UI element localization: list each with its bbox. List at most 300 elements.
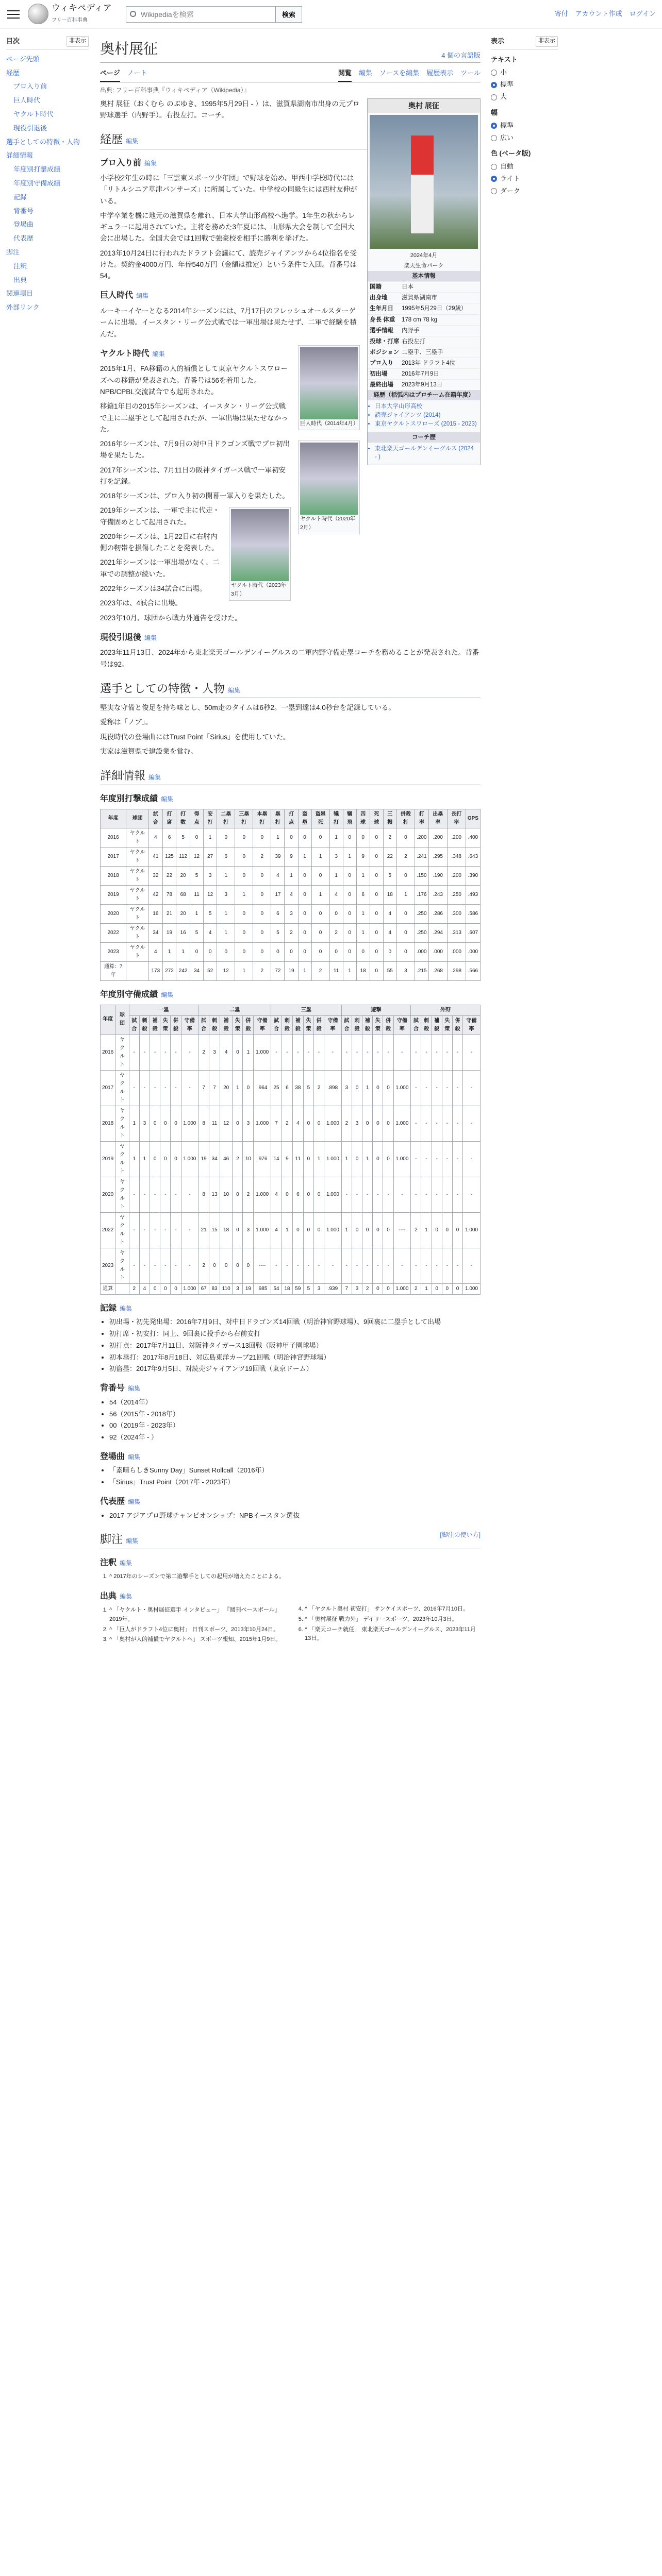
toc-item[interactable]: 出典 <box>13 276 27 284</box>
search-button[interactable]: 検索 <box>275 6 302 23</box>
edit-link[interactable]: 編集 <box>126 1537 139 1545</box>
search-input[interactable] <box>126 6 275 23</box>
toc-item[interactable]: 詳細情報 <box>6 151 34 160</box>
table-row <box>101 1212 481 1248</box>
table-cell: 0 <box>285 828 298 847</box>
table-cell: 39 <box>271 847 285 866</box>
table-cell: .566 <box>466 961 480 980</box>
table-cell: 1 <box>285 866 298 885</box>
table-cell: 21 <box>198 1212 209 1248</box>
table-cell: 1.000 <box>181 1141 198 1177</box>
table-cell: .200 <box>428 828 447 847</box>
table-cell: 1 <box>204 828 217 847</box>
table-cell: 5 <box>303 1070 313 1106</box>
table-cell: - <box>324 1248 342 1283</box>
table-cell: - <box>324 1035 342 1070</box>
table-group-header: 三塁 <box>271 1005 342 1015</box>
table-header: 失策 <box>160 1015 171 1035</box>
table-cell: 1 <box>235 961 253 980</box>
table-cell: 0 <box>313 1212 324 1248</box>
text-large-option[interactable]: 大 <box>491 92 558 103</box>
table-cell: 2 <box>198 1248 209 1283</box>
edit-link[interactable]: 編集 <box>161 795 174 803</box>
table-cell: 0 <box>370 828 383 847</box>
paragraph: 堅実な守備と俊足を持ち味とし、50m走のタイムは6秒2。一塁到達は4.0秒台を記録している。 <box>100 704 395 712</box>
toc-item[interactable]: 記録 <box>13 193 27 201</box>
table-cell: 0 <box>217 942 235 961</box>
table-header: 補殺 <box>362 1015 373 1035</box>
table-cell: .250 <box>415 904 428 923</box>
table-cell: 6 <box>217 847 235 866</box>
table-cell: 242 <box>176 961 190 980</box>
table-header: 球団 <box>115 1005 129 1035</box>
table-cell: 1 <box>311 885 329 904</box>
table-cell: 0 <box>311 942 329 961</box>
table-cell: - <box>463 1141 481 1177</box>
table-header: 守備率 <box>463 1015 481 1035</box>
table-header: 守備率 <box>254 1015 271 1035</box>
table-cell: - <box>442 1141 452 1177</box>
table-header: OPS <box>466 809 480 828</box>
table-cell: 0 <box>373 1283 383 1294</box>
table-header: 打数 <box>176 809 190 828</box>
edit-link[interactable]: 編集 <box>128 1498 141 1506</box>
tab-edit-source[interactable]: ソースを編集 <box>379 69 420 77</box>
table-header: 打点 <box>285 809 298 828</box>
table-cell: 0 <box>383 1212 393 1248</box>
table-cell: 0 <box>243 1070 254 1106</box>
table-header: 年度 <box>101 809 126 828</box>
table-cell: - <box>139 1070 150 1106</box>
appearance-hide-button[interactable]: 非表示 <box>536 36 558 47</box>
edit-link[interactable]: 編集 <box>148 774 161 782</box>
table-cell: 0 <box>271 942 285 961</box>
edit-link[interactable]: 編集 <box>152 350 165 358</box>
tab-read[interactable]: 閲覧 <box>338 66 352 82</box>
table-cell: 0 <box>233 1106 243 1141</box>
edit-link[interactable]: 編集 <box>128 1453 141 1461</box>
table-cell: 15 <box>209 1212 220 1248</box>
table-cell: 5 <box>176 828 190 847</box>
table-header: 守備率 <box>181 1015 198 1035</box>
table-cell: - <box>432 1177 442 1212</box>
toc-item[interactable]: 選手としての特徴・人物 <box>6 138 80 146</box>
table-cell: 1 <box>243 1035 254 1070</box>
table-cell: 0 <box>396 828 415 847</box>
paragraph: 2016年シーズンは、7月9日の対中日ドラゴンズ戦でプロ初出場を果たした。 <box>100 440 290 460</box>
reference-item: 3. ^ 「奥村が人的補償でヤクルトへ」 スポーツ報知、2015年1月9日。 <box>109 1635 285 1645</box>
table-cell: 55 <box>383 961 396 980</box>
table-cell: 2016 <box>101 1035 115 1070</box>
table-header: 球団 <box>126 809 149 828</box>
table-cell: 0 <box>233 1212 243 1248</box>
table-cell: 0 <box>452 1212 462 1248</box>
table-cell: .390 <box>466 866 480 885</box>
table-header: 試合 <box>271 1015 282 1035</box>
rep-list <box>100 1511 481 1521</box>
table-cell: 34 <box>190 961 203 980</box>
infobox-key: ポジション <box>370 349 399 355</box>
width-standard-option[interactable]: 標準 <box>491 121 558 131</box>
table-cell: 4 <box>139 1283 150 1294</box>
table-cell: 42 <box>149 885 163 904</box>
toc-item[interactable]: 年度別打撃成績 <box>13 165 61 174</box>
table-cell: 272 <box>162 961 176 980</box>
section-detail: 詳細情報 編集 <box>100 767 481 785</box>
table-cell: - <box>139 1035 150 1070</box>
table-cell: 1 <box>235 885 253 904</box>
toc-item[interactable]: 現役引退後 <box>13 124 47 132</box>
table-cell: 1.000 <box>393 1283 411 1294</box>
table-cell: 1 <box>162 942 176 961</box>
infobox-row <box>368 358 480 368</box>
table-cell: 0 <box>253 828 271 847</box>
thumb-caption: ヤクルト時代（2023年3月） <box>231 582 287 598</box>
table-cell: 2 <box>243 1177 254 1212</box>
table-cell: 0 <box>235 942 253 961</box>
toc-item[interactable]: 脚注 <box>6 248 20 256</box>
infobox-key: 身長 体重 <box>370 316 395 323</box>
table-cell: - <box>432 1106 442 1141</box>
table-cell: - <box>171 1177 181 1212</box>
paragraph: 2023年11月13日、2024年から東北楽天ゴールデンイーグルスの二軍内野守備走塁コーチを務めることが発表された。背番号は92。 <box>100 649 479 668</box>
table-cell: 110 <box>220 1283 233 1294</box>
text-standard-option[interactable]: 標準 <box>491 79 558 90</box>
table-cell: 2 <box>362 1283 373 1294</box>
table-cell: .000 <box>428 942 447 961</box>
paragraph: 2021年シーズンは一軍出場がなく、二軍での調整が続いた。 <box>100 558 220 578</box>
table-cell: - <box>160 1248 171 1283</box>
table-cell: 19 <box>162 923 176 942</box>
table-cell: - <box>129 1248 139 1283</box>
table-cell: - <box>160 1212 171 1248</box>
table-cell: 0 <box>220 1248 233 1283</box>
table-group-header: 遊撃 <box>341 1005 410 1015</box>
table-cell: - <box>292 1035 303 1070</box>
paragraph: 2022年シーズンは34試合に出場。 <box>100 584 207 592</box>
notes-help-link[interactable]: [脚注の使い方] <box>440 1531 481 1539</box>
table-cell: 7 <box>271 1106 282 1141</box>
search-icon <box>130 11 136 17</box>
table-cell: 0 <box>160 1141 171 1177</box>
table-cell: ヤクルト <box>115 1212 129 1248</box>
toc-item[interactable]: 注釈 <box>13 262 27 270</box>
table-cell: ヤクルト <box>126 942 149 961</box>
color-dark-option[interactable]: ダーク <box>491 186 558 197</box>
table-cell: - <box>150 1248 160 1283</box>
career-item[interactable]: • 日本大学山形高校 <box>375 402 477 411</box>
table-cell: 19 <box>243 1283 254 1294</box>
table-cell: - <box>442 1035 452 1070</box>
table-cell: - <box>411 1177 421 1212</box>
table-cell: - <box>282 1035 292 1070</box>
table-header: 刺殺 <box>282 1015 292 1035</box>
table-cell: 0 <box>370 904 383 923</box>
paragraph: 中学卒業を機に地元の滋賀県を離れ、日本大学山形高校へ進学。1年生の秋からレギュラーに起用されていた。主将を務めた3年夏には、山形県大会を制して全国大会に出場した。全国大会では1回戦で強豪校を相手に勝利を挙げた。 <box>100 211 355 243</box>
edit-link[interactable]: 編集 <box>144 634 157 641</box>
table-cell: 1 <box>362 1070 373 1106</box>
table-cell: ---- <box>254 1248 271 1283</box>
table-cell: 27 <box>204 847 217 866</box>
table-cell: .493 <box>466 885 480 904</box>
menu-icon[interactable] <box>6 9 21 20</box>
records-list <box>100 1317 481 1375</box>
table-cell: 0 <box>171 1283 181 1294</box>
color-light-option[interactable]: ライト <box>491 174 558 184</box>
table-cell: ヤクルト <box>126 923 149 942</box>
table-cell: ヤクルト <box>115 1248 129 1283</box>
table-cell: 4 <box>329 885 343 904</box>
table-cell: 通算：7年 <box>101 961 126 980</box>
table-cell: - <box>432 1035 442 1070</box>
edit-link[interactable]: 編集 <box>126 138 139 145</box>
coach-item[interactable]: • 東北楽天ゴールデンイーグルス (2024 - ) <box>375 445 477 461</box>
infobox-key: 投球・打席 <box>370 338 400 345</box>
table-cell: ---- <box>393 1212 411 1248</box>
table-cell: - <box>421 1141 432 1177</box>
table-row <box>101 1070 481 1106</box>
wikipedia-globe-icon <box>28 4 48 24</box>
table-cell: 0 <box>204 942 217 961</box>
table-cell: 1 <box>298 961 311 980</box>
toc-item[interactable]: 経歴 <box>6 69 20 77</box>
paragraph: 2017年シーズンは、7月11日の阪神タイガース戦で一軍初安打を記録。 <box>100 466 286 485</box>
section-batting: 年度別打撃成績 編集 <box>100 794 174 804</box>
language-button[interactable]: 4 個の言語版 <box>441 52 481 59</box>
table-cell: 0 <box>356 828 370 847</box>
photo-thumb[interactable] <box>298 345 360 430</box>
table-cell: 2 <box>396 847 415 866</box>
toc-item[interactable]: 登場曲 <box>13 221 34 229</box>
table-cell: 0 <box>298 828 311 847</box>
toc-item[interactable]: ページ先頭 <box>6 55 40 63</box>
table-cell: .586 <box>466 904 480 923</box>
table-cell: 16 <box>149 904 163 923</box>
text-small-option[interactable]: 小 <box>491 67 558 78</box>
defense-table <box>100 1005 481 1295</box>
table-cell: 1 <box>343 847 356 866</box>
table-cell: 0 <box>235 904 253 923</box>
table-cell: 68 <box>176 885 190 904</box>
table-cell: 34 <box>209 1141 220 1177</box>
infobox-value: 2016年7月9日 <box>402 371 439 377</box>
table-row <box>101 828 481 847</box>
table-cell: 0 <box>253 942 271 961</box>
table-cell: 2020 <box>101 904 126 923</box>
table-cell: 0 <box>383 942 396 961</box>
table-cell: - <box>150 1035 160 1070</box>
table-cell: ヤクルト <box>126 828 149 847</box>
table-cell: 83 <box>209 1283 220 1294</box>
table-cell: 1 <box>329 828 343 847</box>
table-header: 犠飛 <box>343 809 356 828</box>
table-cell: 2 <box>411 1212 421 1248</box>
table-cell: 1.000 <box>181 1283 198 1294</box>
toc-item[interactable]: 年度別守備成績 <box>13 179 61 187</box>
toc-item[interactable]: 代表歴 <box>13 234 34 243</box>
table-cell: - <box>393 1177 411 1212</box>
table-row <box>101 1035 481 1070</box>
table-cell: - <box>129 1212 139 1248</box>
toc-item[interactable]: 外部リンク <box>6 303 40 312</box>
table-cell: 1.000 <box>463 1212 481 1248</box>
paragraph: 愛称は「ノブ」。 <box>100 718 153 726</box>
table-row <box>101 961 481 980</box>
section-music: 登場曲 編集 <box>100 1452 141 1461</box>
toc-item[interactable]: プロ入り前 <box>13 82 47 91</box>
toc-item[interactable]: 巨人時代 <box>13 96 41 105</box>
table-cell <box>115 1283 129 1294</box>
table-cell: - <box>271 1248 282 1283</box>
paragraph: 2020年シーズンは、1月22日に右肘内側の靭帯を損傷したことを発表した。 <box>100 532 219 552</box>
tab-tools[interactable]: ツール <box>460 69 481 77</box>
table-header: 得点 <box>190 809 203 828</box>
table-header: 失策 <box>303 1015 313 1035</box>
table-cell: .215 <box>415 961 428 980</box>
career-item[interactable]: • 読売ジャイアンツ (2014) <box>375 411 477 419</box>
table-cell: 1 <box>233 1070 243 1106</box>
photo-thumb[interactable] <box>229 507 291 601</box>
toc-item[interactable]: ヤクルト時代 <box>13 110 54 118</box>
table-cell: 12 <box>204 885 217 904</box>
table-cell: - <box>452 1177 462 1212</box>
table-cell: 0 <box>311 904 329 923</box>
infobox-value: 2023年9月13日 <box>402 382 443 388</box>
reference-item: 1. ^ 「ヤクルト・奥村展征選手 インタビュー」 『週刊ベースボール』2019年。 <box>109 1606 285 1624</box>
table-cell: 1 <box>271 828 285 847</box>
table-cell: 20 <box>176 904 190 923</box>
table-cell: 0 <box>343 904 356 923</box>
tab-edit[interactable]: 編集 <box>358 69 372 77</box>
table-cell: 0 <box>396 866 415 885</box>
toc-item[interactable]: 関連項目 <box>6 290 34 298</box>
table-cell: 0 <box>452 1283 462 1294</box>
table-cell: .200 <box>447 866 466 885</box>
login-link[interactable]: ログイン <box>629 10 656 18</box>
section-yakult: ヤクルト時代 編集 <box>100 349 165 358</box>
infobox-row <box>368 303 480 314</box>
table-cell: 0 <box>383 1283 393 1294</box>
table-cell: .976 <box>254 1141 271 1177</box>
table-cell: 0 <box>352 1141 362 1177</box>
infobox-value: 二塁手、三塁手 <box>402 349 443 355</box>
table-cell: 3 <box>352 1283 362 1294</box>
edit-link[interactable]: 編集 <box>136 292 149 300</box>
table-cell: 1.000 <box>324 1177 342 1212</box>
table-cell: 3 <box>352 1106 362 1141</box>
infobox-key: 最終出場 <box>370 382 393 388</box>
tab-talk[interactable]: ノート <box>127 69 147 77</box>
table-cell: 173 <box>149 961 163 980</box>
tab-page[interactable]: ページ <box>100 66 120 82</box>
table-cell: - <box>139 1177 150 1212</box>
table-cell: 1 <box>311 847 329 866</box>
edit-link[interactable]: 編集 <box>144 159 157 167</box>
table-cell: 0 <box>352 1070 362 1106</box>
paragraph: 2013年10月24日に行われたドラフト会議にて、読売ジャイアンツから4位指名を受けた。契約金4000万円、年俸540万円（金額は推定）という条件で入団。背番号は54。 <box>100 249 357 280</box>
edit-link[interactable]: 編集 <box>161 991 174 998</box>
toc-item[interactable]: 背番号 <box>13 207 34 215</box>
table-header: 補殺 <box>150 1015 160 1035</box>
table-cell: 0 <box>370 961 383 980</box>
toc-hide-button[interactable]: 非表示 <box>67 36 89 47</box>
table-cell: 3 <box>243 1212 254 1248</box>
table-cell: - <box>411 1141 421 1177</box>
table-header: 併殺打 <box>396 809 415 828</box>
table-cell: .964 <box>254 1070 271 1106</box>
table-cell: - <box>160 1070 171 1106</box>
edit-link[interactable]: 編集 <box>120 1559 133 1567</box>
table-cell: 0 <box>362 1106 373 1141</box>
tab-history[interactable]: 履歴表示 <box>426 69 454 77</box>
table-cell: ヤクルト <box>126 885 149 904</box>
table-row <box>101 866 481 885</box>
table-cell: - <box>150 1177 160 1212</box>
table-group-header: 一塁 <box>129 1005 198 1015</box>
site-logo[interactable] <box>28 4 115 25</box>
table-cell: 1 <box>356 923 370 942</box>
table-cell: 1 <box>129 1141 139 1177</box>
source-note: 出典: フリー百科事典『ウィキペディア（Wikipedia）』 <box>100 86 250 94</box>
table-cell: 0 <box>298 866 311 885</box>
table-cell: 0 <box>217 828 235 847</box>
table-header: 刺殺 <box>139 1015 150 1035</box>
page-title-row <box>100 38 481 63</box>
color-auto-option[interactable]: 自動 <box>491 161 558 172</box>
table-cell: 1 <box>190 904 203 923</box>
donate-link[interactable]: 寄付 <box>554 10 568 18</box>
table-cell: 1 <box>313 1141 324 1177</box>
table-cell: - <box>313 1248 324 1283</box>
table-cell: 1.000 <box>254 1035 271 1070</box>
table-cell: 4 <box>383 904 396 923</box>
note-item: 1. ^ 2017年のシーズンで第二遊撃手としての起用が増えたことによる。 <box>109 1572 481 1582</box>
table-cell: 1.000 <box>324 1141 342 1177</box>
edit-link[interactable]: 編集 <box>228 686 241 694</box>
table-cell: 通算 <box>101 1283 115 1294</box>
table-cell: ヤクルト <box>126 866 149 885</box>
table-row <box>101 923 481 942</box>
edit-link[interactable]: 編集 <box>120 1304 133 1312</box>
table-header: 打席 <box>162 809 176 828</box>
table-cell: 5 <box>204 904 217 923</box>
edit-link[interactable]: 編集 <box>120 1592 133 1600</box>
table-cell: 2017 <box>101 847 126 866</box>
table-cell: 2 <box>383 828 396 847</box>
table-cell: 3 <box>204 866 217 885</box>
table-cell: 1 <box>356 904 370 923</box>
table-cell: 0 <box>209 1248 220 1283</box>
edit-link[interactable]: 編集 <box>128 1385 141 1393</box>
create-account-link[interactable]: アカウント作成 <box>575 10 622 18</box>
table-cell: .200 <box>447 828 466 847</box>
photo-thumb[interactable] <box>298 440 360 534</box>
infobox-row <box>368 347 480 358</box>
table-cell: 10 <box>220 1177 233 1212</box>
player-photo[interactable] <box>370 115 478 249</box>
table-cell: - <box>352 1177 362 1212</box>
infobox-career-header: 経歴（括弧内はプロチーム在籍年度） <box>368 390 480 400</box>
width-wide-option[interactable]: 広い <box>491 133 558 144</box>
table-cell: 0 <box>233 1177 243 1212</box>
table-row <box>101 1248 481 1283</box>
table-group-header: 外野 <box>411 1005 481 1015</box>
table-cell: 19 <box>285 961 298 980</box>
section-source: 出典 編集 <box>100 1591 133 1601</box>
career-item[interactable]: • 東京ヤクルトスワローズ (2015 - 2023) <box>375 420 477 428</box>
table-cell: 3 <box>313 1283 324 1294</box>
article <box>89 29 481 1645</box>
